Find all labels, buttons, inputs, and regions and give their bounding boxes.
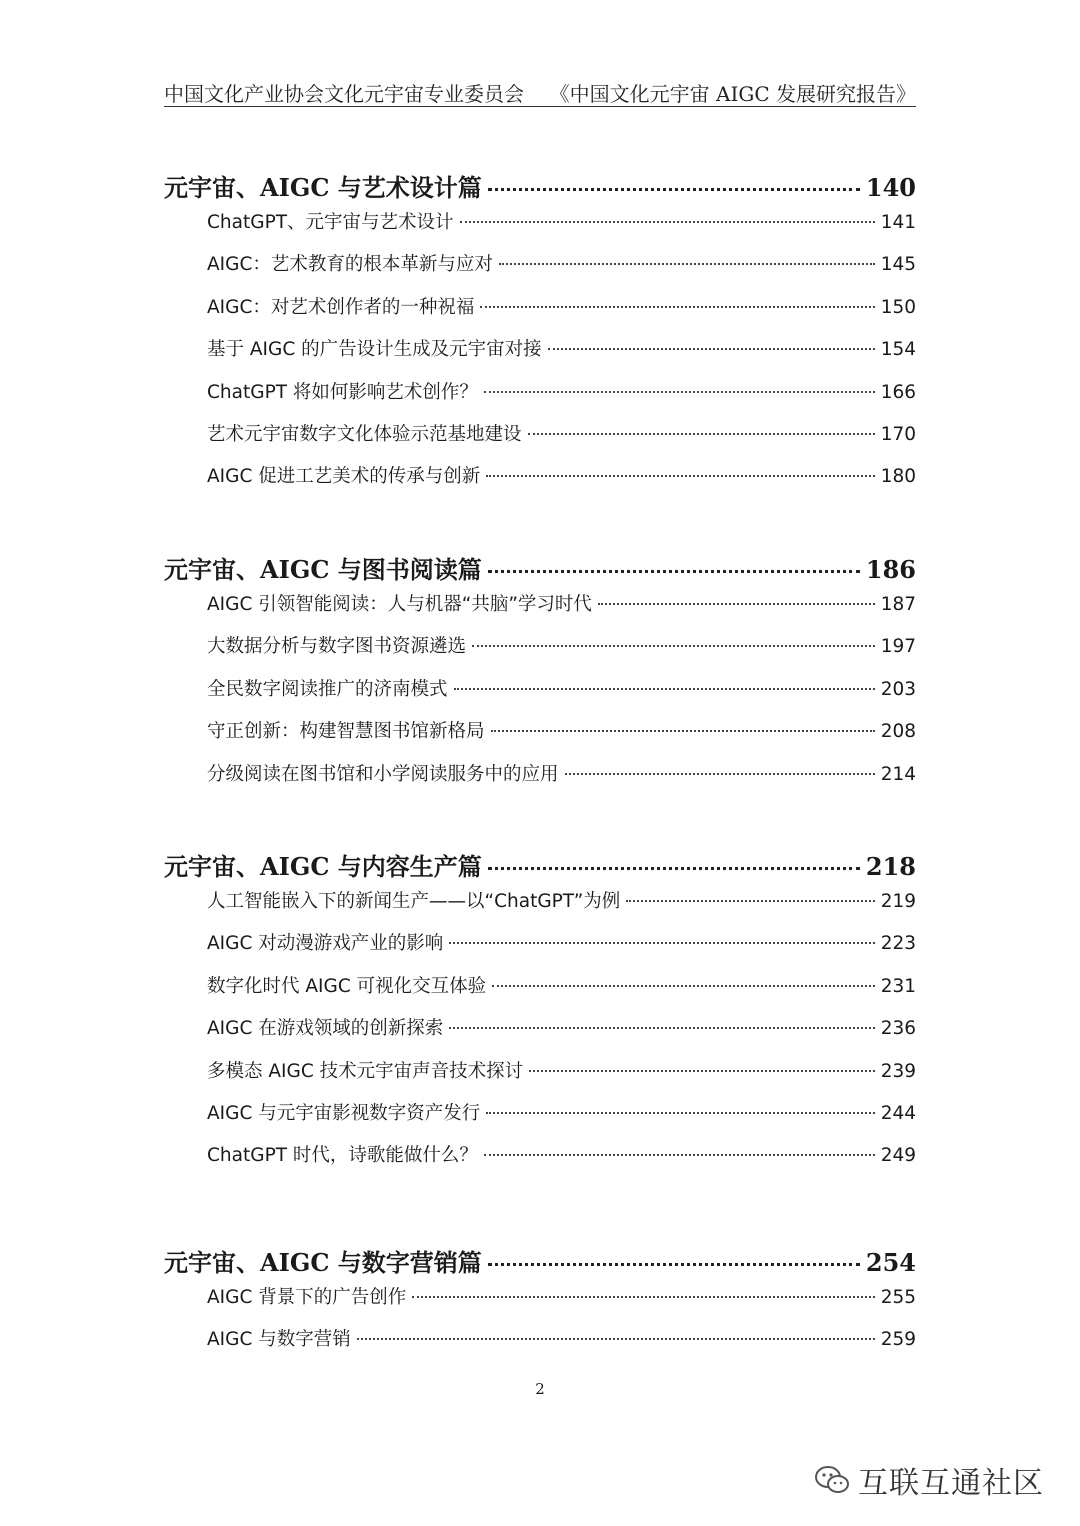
dot-leader [449,942,874,944]
entry-title: 艺术元宇宙数字文化体验示范基地建设 [207,423,522,445]
entry-title: 大数据分析与数字图书资源遴选 [207,636,467,658]
dot-leader [528,433,875,435]
toc-section [164,847,916,1184]
toc-entry[interactable] [207,1057,916,1099]
dot-leader [491,730,875,732]
toc-entry[interactable] [207,1283,916,1325]
entry-page: 154 [880,339,916,361]
entry-title: ChatGPT 时代，诗歌能做什么？ [207,1145,478,1167]
toc-entry[interactable] [207,1141,916,1183]
dot-leader [480,306,874,308]
section-page: 186 [865,555,916,584]
toc-entry[interactable] [207,462,916,504]
page-header [164,78,916,107]
dot-leader [565,773,875,775]
dot-leader [486,475,874,477]
toc-entry[interactable] [207,717,916,759]
entry-page: 197 [880,636,916,658]
header-report-title: 《中国文化元宇宙 AIGC 发展研究报告》 [549,82,916,106]
toc-entry[interactable] [207,1099,916,1141]
entry-page: 141 [880,212,916,233]
entry-page: 249 [880,1145,916,1167]
entry-page: 170 [880,423,916,445]
toc-entry[interactable] [207,1014,916,1056]
dot-leader [357,1338,875,1340]
dot-leader [499,263,875,265]
watermark-text: 互联互通社区 [858,1466,1044,1501]
toc-entry[interactable] [207,675,916,717]
toc-section [164,550,916,802]
entry-page: 259 [880,1329,916,1351]
entry-page: 166 [880,381,916,403]
toc-entry[interactable] [207,972,916,1014]
dot-leader [529,1070,875,1072]
toc-section [164,168,916,505]
entry-page: 223 [880,933,916,955]
entry-title: 多模态 AIGC 技术元宇宙声音技术探讨 [207,1060,524,1082]
entry-title: ChatGPT 将如何影响艺术创作？ [207,381,478,403]
entry-title: 分级阅读在图书馆和小学阅读服务中的应用 [207,763,559,785]
dot-leader [486,1112,874,1114]
dot-leader [449,1027,874,1029]
dot-leader [488,570,860,573]
entry-page: 231 [880,975,916,997]
toc-entry[interactable] [207,208,916,250]
toc-entry[interactable] [207,590,916,632]
toc-entry[interactable] [207,378,916,420]
section-title: 元宇宙、AIGC 与图书阅读篇 [164,555,482,584]
toc-entry[interactable] [207,420,916,462]
toc-entry[interactable] [207,887,916,929]
toc-entry[interactable] [207,293,916,335]
entry-page: 244 [880,1102,916,1124]
header-organization: 中国文化产业协会文化元宇宙专业委员会 [164,82,524,106]
entry-page: 150 [880,296,916,318]
section-page: 254 [865,1248,916,1277]
entry-page: 239 [880,1060,916,1082]
entry-title: AIGC 引领智能阅读：人与机器“共脑”学习时代 [207,594,592,615]
page-number: 2 [535,1380,545,1398]
toc-section-heading[interactable] [164,1243,916,1283]
entry-page: 219 [880,891,916,912]
entry-title: 数字化时代 AIGC 可视化交互体验 [207,975,487,997]
section-title: 元宇宙、AIGC 与数字营销篇 [164,1248,482,1277]
entry-title: 守正创新：构建智慧图书馆新格局 [207,721,485,743]
dot-leader [484,391,875,393]
toc-section-heading[interactable] [164,847,916,887]
entry-page: 187 [880,594,916,615]
toc-entry[interactable] [207,335,916,377]
entry-page: 145 [880,254,916,276]
toc-section-heading[interactable] [164,550,916,590]
dot-leader [492,985,875,987]
entry-title: AIGC 在游戏领域的创新探索 [207,1018,444,1040]
toc-entry[interactable] [207,929,916,971]
entry-title: AIGC 与元宇宙影视数字资产发行 [207,1102,481,1124]
entry-title: AIGC 对动漫游戏产业的影响 [207,933,444,955]
entry-page: 255 [880,1287,916,1308]
watermark [814,1458,1044,1502]
dot-leader [626,900,874,902]
entry-page: 208 [880,721,916,743]
entry-page: 236 [880,1018,916,1040]
dot-leader [598,603,875,605]
entry-title: AIGC：对艺术创作者的一种祝福 [207,296,475,318]
section-page: 218 [865,852,916,881]
dot-leader [488,188,860,191]
toc-entry[interactable] [207,760,916,802]
dot-leader [484,1154,875,1156]
dot-leader [488,867,860,870]
entry-page: 203 [880,678,916,700]
entry-title: 基于 AIGC 的广告设计生成及元宇宙对接 [207,339,542,361]
dot-leader [548,348,875,350]
toc-section-heading[interactable] [164,168,916,208]
entry-title: AIGC：艺术教育的根本革新与应对 [207,254,493,276]
dot-leader [488,1263,860,1266]
dot-leader [412,1296,874,1298]
entry-title: AIGC 与数字营销 [207,1329,351,1351]
entry-title: AIGC 促进工艺美术的传承与创新 [207,466,481,488]
section-title: 元宇宙、AIGC 与内容生产篇 [164,852,482,881]
section-title: 元宇宙、AIGC 与艺术设计篇 [164,173,482,202]
section-page: 140 [865,173,916,202]
dot-leader [472,645,875,647]
entry-page: 180 [880,466,916,488]
toc-section [164,1243,916,1368]
toc-entry[interactable] [207,250,916,292]
entry-page: 214 [880,763,916,785]
dot-leader [454,688,875,690]
entry-title: 全民数字阅读推广的济南模式 [207,678,448,700]
wechat-icon [814,1465,850,1495]
toc-entry[interactable] [207,632,916,674]
entry-title: ChatGPT、元宇宙与艺术设计 [207,212,454,233]
toc-entry[interactable] [207,1325,916,1367]
dot-leader [460,221,875,223]
entry-title: 人工智能嵌入下的新闻生产——以“ChatGPT”为例 [207,891,621,912]
entry-title: AIGC 背景下的广告创作 [207,1287,407,1308]
